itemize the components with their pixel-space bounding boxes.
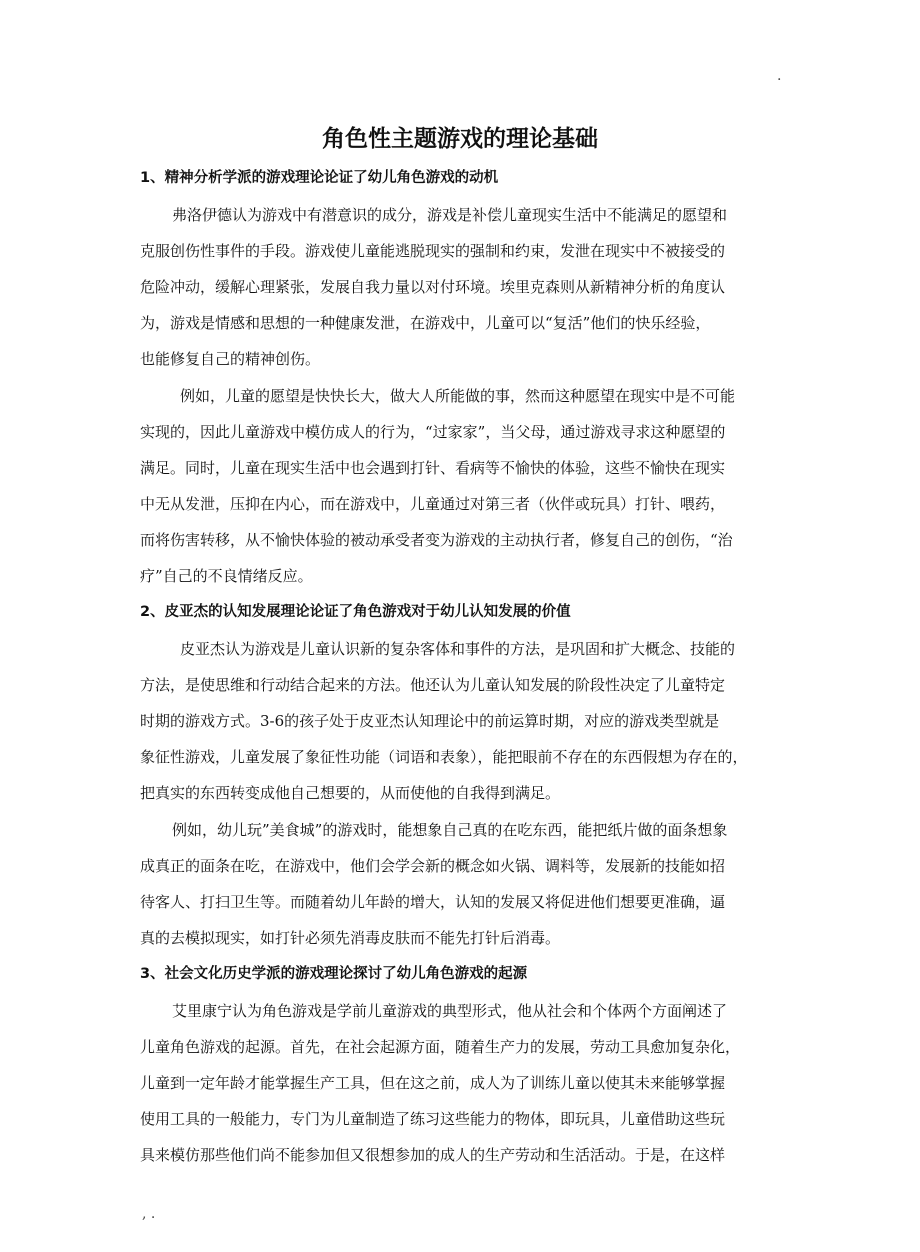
paragraph-line: 儿童到一定年龄才能掌握生产工具，但在这之前，成人为了训练儿童以使其未来能够掌握 (140, 1074, 726, 1092)
paragraph-line: 满足。同时，儿童在现实生活中也会遇到打针、看病等不愉快的体验，这些不愉快在现实 (140, 459, 726, 477)
paragraph-line: 实现的，因此儿童游戏中模仿成人的行为，“过家家”，当父母，通过游戏寻求这种愿望的 (140, 423, 726, 441)
paragraph-line: 把真实的东西转变成他自己想要的，从而使他的自我得到满足。 (140, 784, 561, 802)
paragraph-line: 而将伤害转移，从不愉快体验的被动承受者变为游戏的主动执行者，修复自己的创伤，“治 (140, 531, 733, 549)
section-heading-2: 2、皮亚杰的认知发展理论论证了角色游戏对于幼儿认知发展的价值 (140, 604, 571, 620)
paragraph-line: 成真正的面条在吃，在游戏中，他们会学会新的概念如火锅、调料等，发展新的技能如招 (140, 857, 726, 875)
paragraph-line: 真的去模拟现实，如打针必须先消毒皮肤而不能先打针后消毒。 (140, 929, 561, 947)
paragraph-line: 弗洛伊德认为游戏中有潜意识的成分，游戏是补偿儿童现实生活中不能满足的愿望和 (172, 206, 728, 224)
paragraph-line: 艾里康宁认为角色游戏是学前儿童游戏的典型形式，他从社会和个体两个方面阐述了 (172, 1002, 728, 1020)
section-heading-1: 1、精神分析学派的游戏理论论证了幼儿角色游戏的动机 (140, 170, 499, 186)
paragraph-line: 例如，幼儿玩”美食城”的游戏时，能想象自己真的在吃东西，能把纸片做的面条想象 (172, 821, 728, 839)
paragraph-line: 也能修复自己的精神创伤。 (140, 350, 321, 368)
paragraph-line: 危险冲动，缓解心理紧张，发展自我力量以对付环境。埃里克森则从新精神分析的角度认 (140, 278, 726, 296)
page-corner-mark: . (777, 68, 782, 84)
paragraph-line: 时期的游戏方式。3-6的孩子处于皮亚杰认知理论中的前运算时期，对应的游戏类型就是 (140, 712, 720, 730)
paragraph-line: 例如，儿童的愿望是快快长大，做大人所能做的事，然而这种愿望在现实中是不可能 (180, 387, 736, 405)
paragraph-line: 为，游戏是情感和思想的一种健康发泄，在游戏中，儿童可以“复活”他们的快乐经验， (140, 314, 711, 332)
paragraph-line: 使用工具的一般能力，专门为儿童制造了练习这些能力的物体，即玩具，儿童借助这些玩 (140, 1110, 726, 1128)
section-heading-3: 3、社会文化历史学派的游戏理论探讨了幼儿角色游戏的起源 (140, 966, 528, 982)
document-title: 角色性主题游戏的理论基础 (322, 126, 598, 152)
paragraph-line: 具来模仿那些他们尚不能参加但又很想参加的成人的生产劳动和生活活动。于是，在这样 (140, 1146, 726, 1164)
paragraph-line: 儿童角色游戏的起源。首先，在社会起源方面，随着生产力的发展，劳动工具愈加复杂化， (140, 1038, 741, 1056)
page-footer-mark: , . (142, 1206, 156, 1222)
paragraph-line: 方法，是使思维和行动结合起来的方法。他还认为儿童认知发展的阶段性决定了儿童特定 (140, 676, 726, 694)
paragraph-line: 克服创伤性事件的手段。游戏使儿童能逃脱现实的强制和约束，发泄在现实中不被接受的 (140, 242, 726, 260)
paragraph-line: 待客人、打扫卫生等。而随着幼儿年龄的增大，认知的发展又将促进他们想要更准确，逼 (140, 893, 726, 911)
paragraph-line: 皮亚杰认为游戏是儿童认识新的复杂客体和事件的方法，是巩固和扩大概念、技能的 (180, 640, 736, 658)
paragraph-line: 中无从发泄，压抑在内心，而在游戏中，儿童通过对第三者（伙伴或玩具）打针、喂药， (140, 495, 726, 513)
paragraph-line: 疗”自己的不良情绪反应。 (140, 567, 313, 585)
paragraph-line: 象征性游戏，儿童发展了象征性功能（词语和表象），能把眼前不存在的东西假想为存在的， (140, 748, 748, 766)
